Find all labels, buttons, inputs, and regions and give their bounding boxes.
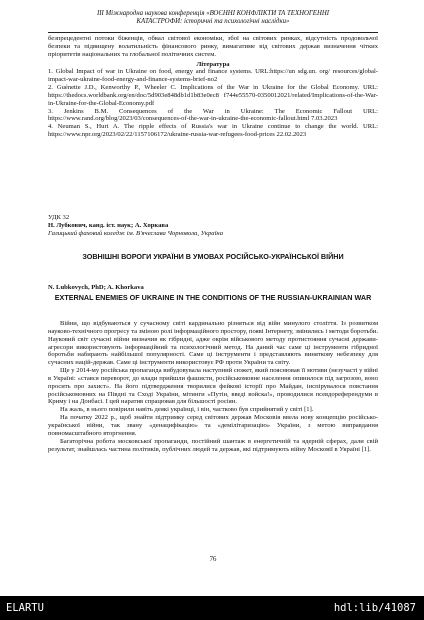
repository-name: ELARTU	[6, 602, 44, 614]
repository-footer-bar	[0, 596, 424, 620]
handle-identifier: hdl:lib/41087	[333, 602, 416, 614]
body-paragraph: Ще у 2014-му російська пропаганда вибудовувала наступний сюжет, який пояснював її мотиви (незучасті у війні в Україні: «стався переворот, до влади прийшли фашисти, російськомовне населення опинилося під загрозою, воно просить про захист». На його підтвердження творилися фейкові історії про Майдан, інспірувалося повстання російськомовних на Півдні та Сході України, мітинги «Путін, введі войска!», проводилися псевдореферендуми в Криму і на Донбасі. І цей наратив спрацював для більшості росіян.	[48, 367, 378, 406]
reference-item: 1. Global Impact of war in Ukraine on food, energy and finance systems. URL:https://un sdg.un. org/ resources/global-impact-war-ukraine-food-energy-and-finance-systems-brief-no2	[48, 68, 378, 84]
body-paragraph: На жаль, в нього повірили навіть деякі українці, і він, частково був сприйнятий у світі [1].	[60, 406, 314, 414]
reference-item: 4. Neuman S., Hurt A. The ripple effects of Russia's war in Ukraine continue to change the world. URL: https://www.npr.org/2023/02/22/1157106172/ukraine-russia-war-refugees-food-prices 22.02.2023	[48, 123, 378, 139]
page-number: 76	[209, 556, 217, 563]
affiliation: Галицький фаховий коледж ім. В'ячеслава Чорновола, Україна	[48, 229, 223, 237]
udc-code: УДК 32	[48, 214, 70, 221]
authors-en: N. Lubkovych, PhD; A. Khorkava	[48, 284, 144, 291]
header-rule	[48, 32, 378, 33]
body-paragraph: Багаторічна робота московської пропаганди, постійний шантаж в енергетичній та ядерній сферах, дали свій результат, знайшлась частина політиків, публічних людей та держав, які підтримують війну Московії в Україні [1].	[48, 437, 378, 453]
reference-item: 3. Jenkins B.M. Consequences of the War in Ukraine: The Economic Fallout URL: https://www.rand.org/blog/2023/03/consequences-of-the-war-in-ukraine-the-economic-fallout.html 7.03.2023	[48, 107, 378, 123]
intro-paragraph: безпрецедентні потоки біженців, обвал світової економіки, збої на світових ринках, відсутність продовольчої безпеки та підвищену волатильність фінансового ринку, вимагатиме від світових держав визначення чітких пріоритетів національних та глобальної політичних систем.	[48, 35, 378, 58]
body-paragraph: На початку 2022 р., щоб знайти підтримку серед світових держав Московія ввела нову концепцію російсько-української війни, так звану «денацифікацію» та «демілітаризацію» України, з метою виправдання повномасштабного вторгнення.	[48, 414, 378, 437]
article-body	[48, 320, 378, 453]
references-heading: Література	[196, 60, 230, 68]
body-paragraph: Війни, що відбуваються у сучасному світі кардинально різняться від війн минулого століття. Із розвитком науково-технічного прогресу та зміною ролі інформаційного простору, появі Інтернету, змінились і методи боротьби. Науковий світ сучасні війни визначив як гібридні, адже окрім військового методу протистояння сучасні держави-агресори використовують інформаційний та психологічний метод. На даний час саме ці інструменти гібридної боротьби набирають найбільшої популярності. Саме ці інструменти і представляють виняткову небезпеку для сучасних націй-держав. Саме ці інструменти використовує РФ проти України та світу.	[48, 320, 378, 367]
title-ua: ЗОВНІШНІ ВОРОГИ УКРАЇНИ В УМОВАХ РОСІЙСЬКО-УКРАЇНСЬКОЇ ВІЙНИ	[82, 252, 344, 261]
reference-item: 2. Guénette J.D., Kenworthy P., Wheeler C. Implications of the War in Ukraine for the Global Economy. URL: https://thedocs.worldbank.org/en/doc/5d903e848db1d1b83e0ec8 f744e55570-0350012021/related/Implications-of-the-War-in-Ukraine-for-the-Global-Economy.pdf	[48, 84, 378, 107]
authors-ua: Н. Лубкович, канд. іст. наук; А. Хоркава	[48, 221, 169, 229]
title-en: EXTERNAL ENEMIES OF UKRAINE IN THE CONDITIONS OF THE RUSSIAN-UKRAINIAN WAR	[54, 293, 372, 302]
header-line-2: КАТАСТРОФИ: історичні та психологічні наслідки»	[136, 18, 290, 26]
running-header	[48, 10, 378, 27]
article-meta	[48, 214, 378, 238]
intro-block	[48, 35, 378, 139]
header-line-1: ІІІ Міжнародна наукова конференція «ВОЄННІ КОНФЛІКТИ ТА ТЕХНОГЕННІ	[96, 10, 330, 17]
